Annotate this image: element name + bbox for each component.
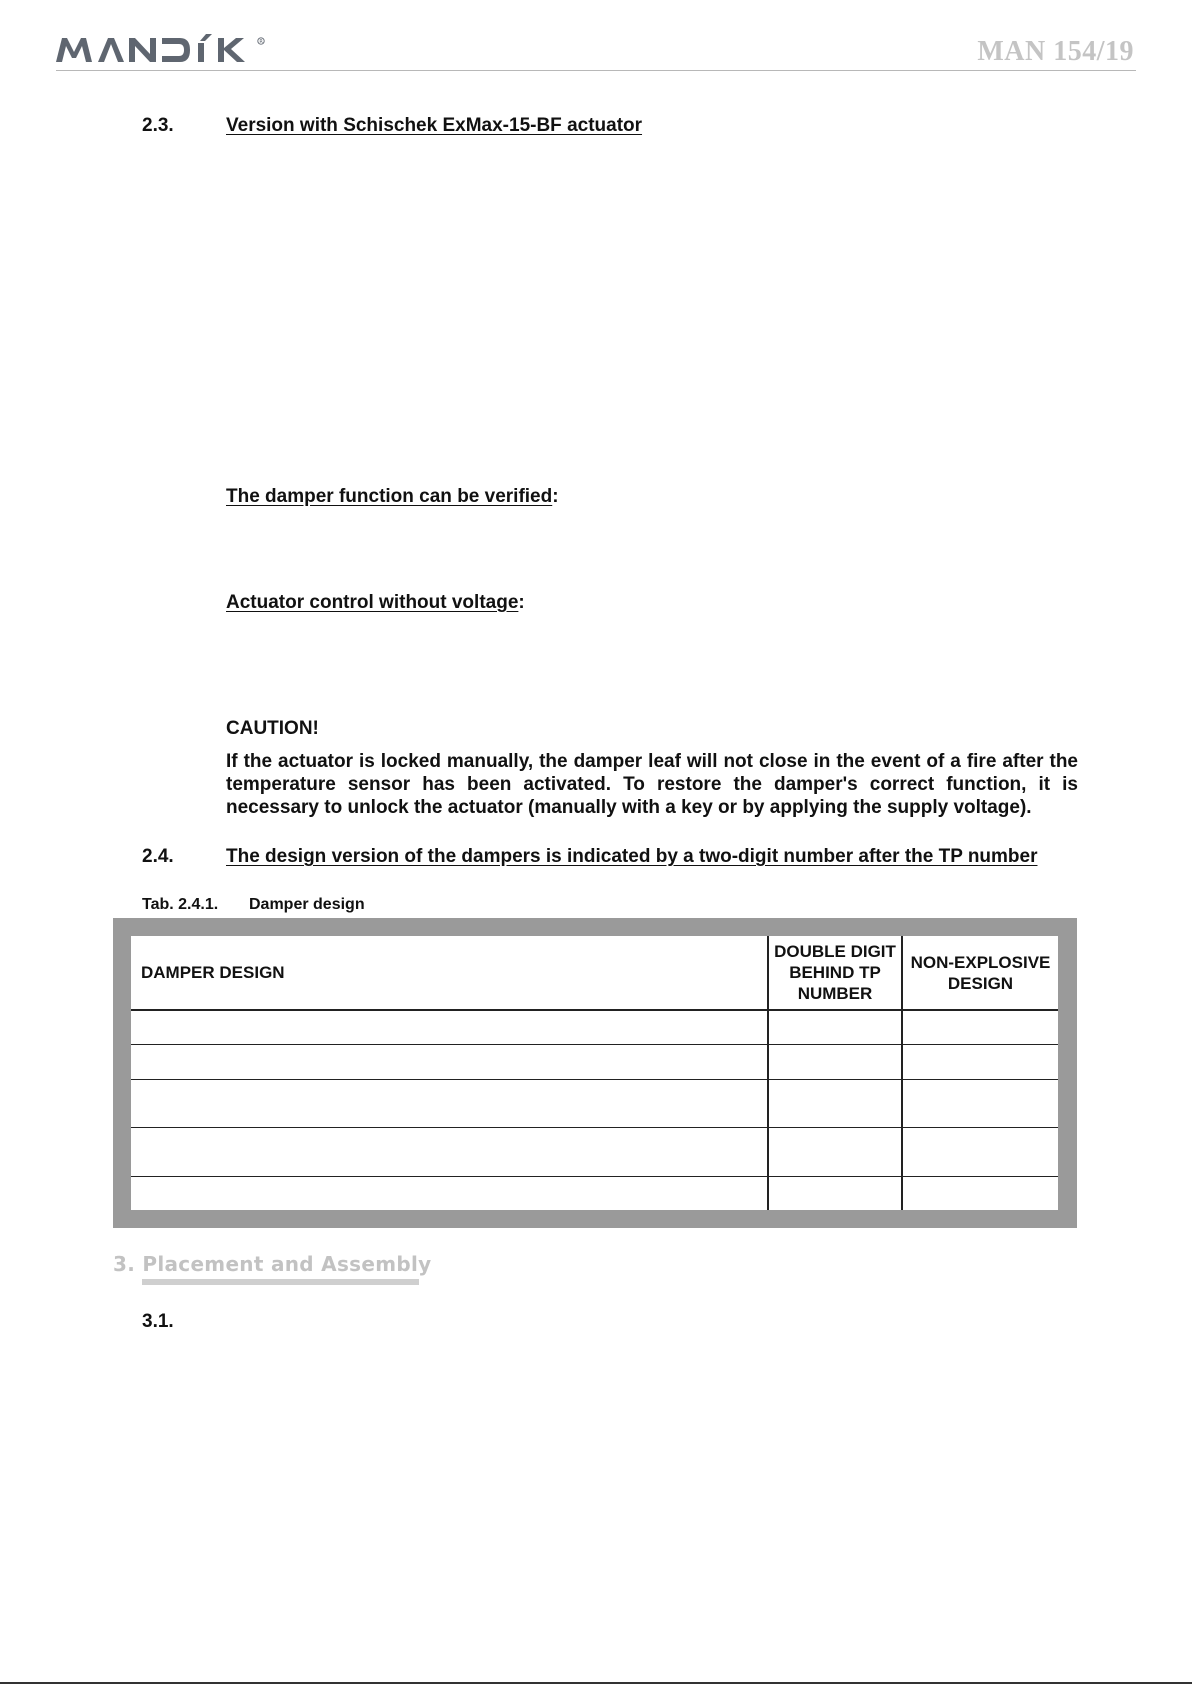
damper-design-table	[131, 936, 1058, 1210]
table-cell	[902, 1010, 1058, 1045]
control-label-line	[226, 592, 525, 614]
table-caption-title: Damper design	[249, 896, 365, 913]
table-cell	[768, 1128, 902, 1176]
table-cell	[768, 1010, 902, 1045]
mandik-logo	[56, 34, 292, 68]
table-cell	[768, 1079, 902, 1127]
table-cell	[131, 1045, 768, 1079]
table-row	[131, 1045, 1058, 1079]
table-cell	[131, 1176, 768, 1210]
table-cell	[131, 1128, 768, 1176]
table-cell	[768, 1045, 902, 1079]
table-cell	[131, 1010, 768, 1045]
table-row	[131, 1010, 1058, 1045]
caution-title: CAUTION!	[226, 718, 319, 739]
table-cell	[131, 1079, 768, 1127]
header-non-explosive: NON-EXPLOSIVE DESIGN	[902, 936, 1058, 1010]
page-bottom-divider	[0, 1682, 1192, 1684]
table-caption-number: Tab. 2.4.1.	[142, 896, 219, 913]
section-3-underline	[142, 1279, 419, 1285]
section-3-1-number: 3.1.	[142, 1311, 174, 1332]
section-2-3-title: Version with Schischek ExMax-15-BF actuator	[226, 115, 643, 136]
section-2-4-number: 2.4.	[142, 846, 174, 867]
verify-label-line	[226, 486, 559, 508]
document-code: MAN 154/19	[977, 36, 1134, 67]
header-double-digit: DOUBLE DIGIT BEHIND TP NUMBER	[768, 936, 902, 1010]
section-2-3-number: 2.3.	[142, 115, 174, 136]
table-cell	[902, 1079, 1058, 1127]
table-header-row	[131, 936, 1058, 1010]
caution-text: If the actuator is locked manually, the damper leaf will not close in the event of a fire after the temperature sensor has been activated. To restore the damper's correct function, it is necessary to unlock the actuator (manually with a key or by applying the supply voltage).	[226, 751, 1078, 818]
control-label: Actuator control without voltage	[226, 592, 519, 613]
section-2-4-title: The design version of the dampers is indicated by a two-digit number after the TP number	[226, 846, 1038, 867]
damper-design-table-frame	[113, 918, 1077, 1228]
table-cell	[768, 1176, 902, 1210]
header-divider	[56, 70, 1136, 71]
verify-label: The damper function can be verified	[226, 486, 553, 507]
table-cell	[902, 1176, 1058, 1210]
logo-text: MANDÍK	[56, 34, 60, 35]
table-cell	[902, 1045, 1058, 1079]
section-3-title: 3. Placement and Assembly	[113, 1252, 432, 1276]
verify-colon: :	[552, 486, 559, 507]
table-row	[131, 1176, 1058, 1210]
svg-text:R: R	[259, 39, 263, 45]
table-cell	[902, 1128, 1058, 1176]
control-colon: :	[518, 592, 525, 613]
table-row	[131, 1079, 1058, 1127]
header-damper-design: DAMPER DESIGN	[131, 936, 768, 1010]
table-row	[131, 1128, 1058, 1176]
